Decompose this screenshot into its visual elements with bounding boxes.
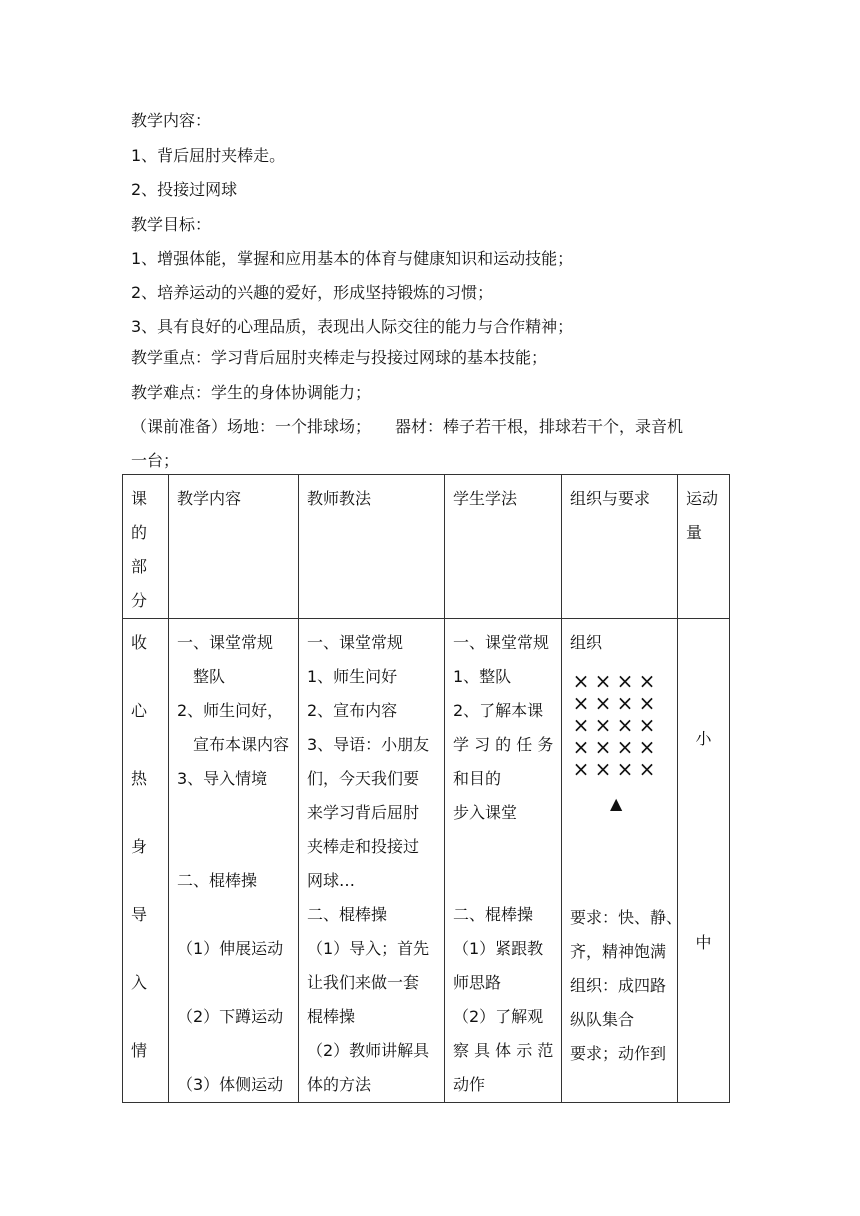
student-method-line bbox=[453, 864, 561, 898]
content-line bbox=[177, 1034, 298, 1068]
cell-exercise-load bbox=[678, 619, 730, 1103]
header-content: 教学内容 bbox=[169, 475, 299, 619]
student-mark: × bbox=[594, 691, 612, 715]
cell-teacher-method bbox=[299, 619, 445, 1103]
content-line bbox=[177, 796, 298, 830]
organization-line: 齐，精神饱满 bbox=[570, 942, 667, 961]
student-mark: × bbox=[572, 691, 590, 715]
student-mark: × bbox=[638, 735, 656, 759]
teacher-method-line: 让我们来做一套 bbox=[307, 973, 420, 992]
teacher-method-line: 夹棒走和投接过 bbox=[307, 837, 420, 856]
student-mark: × bbox=[616, 735, 634, 759]
content-item-2: 2、投接过网球 bbox=[131, 180, 238, 199]
content-line: 整队 bbox=[177, 667, 226, 686]
content-heading: 教学内容： bbox=[131, 111, 212, 130]
student-mark: × bbox=[594, 713, 612, 737]
formation-diagram bbox=[572, 670, 677, 780]
key-point: 教学重点：学习背后屈肘夹棒走与投接过网球的基本技能； bbox=[131, 348, 548, 367]
teacher-method-line: 一、课堂常规 bbox=[307, 633, 404, 652]
teacher-method-line: 棍棒操 bbox=[307, 1007, 356, 1026]
organization-line: 组织：成四路 bbox=[570, 976, 667, 995]
teacher-method-line: 3、导语：小朋友 bbox=[307, 735, 430, 754]
header-student-method: 学生学法 bbox=[445, 475, 562, 619]
student-mark: × bbox=[572, 713, 590, 737]
content-line: （1）伸展运动 bbox=[177, 939, 284, 958]
student-mark: × bbox=[638, 757, 656, 781]
student-mark: × bbox=[594, 757, 612, 781]
part-char: 入 bbox=[131, 973, 148, 992]
cell-student-method bbox=[445, 619, 562, 1103]
header-exercise-load: 运动量 bbox=[678, 475, 730, 619]
teacher-method-line: 1、师生问好 bbox=[307, 667, 398, 686]
teacher-method-line: （1）导入；首先 bbox=[307, 939, 430, 958]
student-mark: × bbox=[616, 669, 634, 693]
student-method-line: （1）紧跟教 bbox=[453, 939, 544, 958]
teacher-marker: ▲ bbox=[610, 794, 623, 813]
header-part: 课的部分 bbox=[123, 475, 169, 619]
goal-2: 2、培养运动的兴趣的爱好，形成坚持锻炼的习惯； bbox=[131, 283, 494, 302]
header-teacher-method: 教师教法 bbox=[299, 475, 445, 619]
student-mark: × bbox=[638, 713, 656, 737]
part-char: 收 bbox=[131, 633, 148, 652]
part-char: 情 bbox=[131, 1041, 148, 1060]
student-method-line: 察 具 体 示 范 bbox=[453, 1041, 554, 1060]
cell-part bbox=[123, 619, 169, 1103]
part-char: 导 bbox=[131, 905, 148, 924]
teacher-method-line: 来学习背后屈肘 bbox=[307, 803, 420, 822]
content-line bbox=[177, 966, 298, 1000]
organization-line: 要求：快、静、 bbox=[570, 908, 683, 927]
student-mark: × bbox=[594, 669, 612, 693]
student-mark: × bbox=[572, 757, 590, 781]
student-method-line: 一、课堂常规 bbox=[453, 633, 550, 652]
formation-row bbox=[572, 714, 677, 736]
content-line: 3、导入情境 bbox=[177, 769, 268, 788]
header-organization: 组织与要求 bbox=[562, 475, 678, 619]
part-char: 身 bbox=[131, 837, 148, 856]
prep-line-2: 一台； bbox=[131, 451, 180, 470]
formation-row bbox=[572, 736, 677, 758]
student-mark: × bbox=[616, 691, 634, 715]
org-label: 组织 bbox=[570, 633, 603, 652]
content-item-1: 1、背后屈肘夹棒走。 bbox=[131, 146, 286, 165]
cell-content bbox=[169, 619, 299, 1103]
content-line bbox=[177, 830, 298, 864]
table-header-row bbox=[123, 475, 730, 619]
student-method-line bbox=[453, 830, 561, 864]
difficulty: 教学难点：学生的身体协调能力； bbox=[131, 383, 372, 402]
teacher-method-line: 体的方法 bbox=[307, 1075, 372, 1094]
cell-organization bbox=[562, 619, 683, 1103]
student-mark: × bbox=[572, 669, 590, 693]
student-method-line: 师思路 bbox=[453, 973, 502, 992]
teacher-method-line: 网球… bbox=[307, 871, 356, 890]
teacher-method-line: （2）教师讲解具 bbox=[307, 1041, 430, 1060]
organization-line: 纵队集合 bbox=[570, 1010, 635, 1029]
goal-1: 1、增强体能，掌握和应用基本的体育与健康知识和运动技能； bbox=[131, 249, 574, 268]
load-value-1: 小 bbox=[695, 729, 712, 748]
student-method-line: 步入课堂 bbox=[453, 803, 518, 822]
student-method-line: 和目的 bbox=[453, 769, 502, 788]
student-method-line: 2、了解本课 bbox=[453, 701, 544, 720]
content-line: （3）体侧运动 bbox=[177, 1075, 284, 1094]
student-mark: × bbox=[616, 713, 634, 737]
teacher-method-line: 二、棍棒操 bbox=[307, 905, 388, 924]
student-mark: × bbox=[572, 735, 590, 759]
prep-line-1: （课前准备）场地：一个排球场； 器材：棒子若干根，排球若干个，录音机 bbox=[131, 417, 684, 436]
student-mark: × bbox=[616, 757, 634, 781]
content-line: 宣布本课内容 bbox=[177, 735, 290, 754]
student-mark: × bbox=[638, 691, 656, 715]
goals-heading: 教学目标： bbox=[131, 215, 212, 234]
teacher-method-line: 们，今天我们要 bbox=[307, 769, 420, 788]
goal-3: 3、具有良好的心理品质，表现出人际交往的能力与合作精神； bbox=[131, 317, 574, 336]
student-method-line: 1、整队 bbox=[453, 667, 512, 686]
table-row bbox=[123, 619, 730, 1103]
student-method-line: 动作 bbox=[453, 1075, 486, 1094]
lesson-table bbox=[122, 474, 730, 1103]
student-mark: × bbox=[594, 735, 612, 759]
content-line: （2）下蹲运动 bbox=[177, 1007, 284, 1026]
content-line: 一、课堂常规 bbox=[177, 633, 274, 652]
student-method-line: （2）了解观 bbox=[453, 1007, 544, 1026]
formation-row bbox=[572, 670, 677, 692]
formation-row bbox=[572, 692, 677, 714]
student-method-line: 二、棍棒操 bbox=[453, 905, 534, 924]
load-value-2: 中 bbox=[695, 933, 712, 952]
student-mark: × bbox=[638, 669, 656, 693]
part-char: 热 bbox=[131, 769, 148, 788]
content-line: 二、棍棒操 bbox=[177, 871, 258, 890]
formation-row bbox=[572, 758, 677, 780]
part-char: 心 bbox=[131, 701, 148, 720]
student-method-line: 学 习 的 任 务 bbox=[453, 735, 554, 754]
organization-line: 要求；动作到 bbox=[570, 1044, 667, 1063]
content-line: 2、师生问好， bbox=[177, 701, 284, 720]
teacher-method-line: 2、宣布内容 bbox=[307, 701, 398, 720]
content-line bbox=[177, 898, 298, 932]
